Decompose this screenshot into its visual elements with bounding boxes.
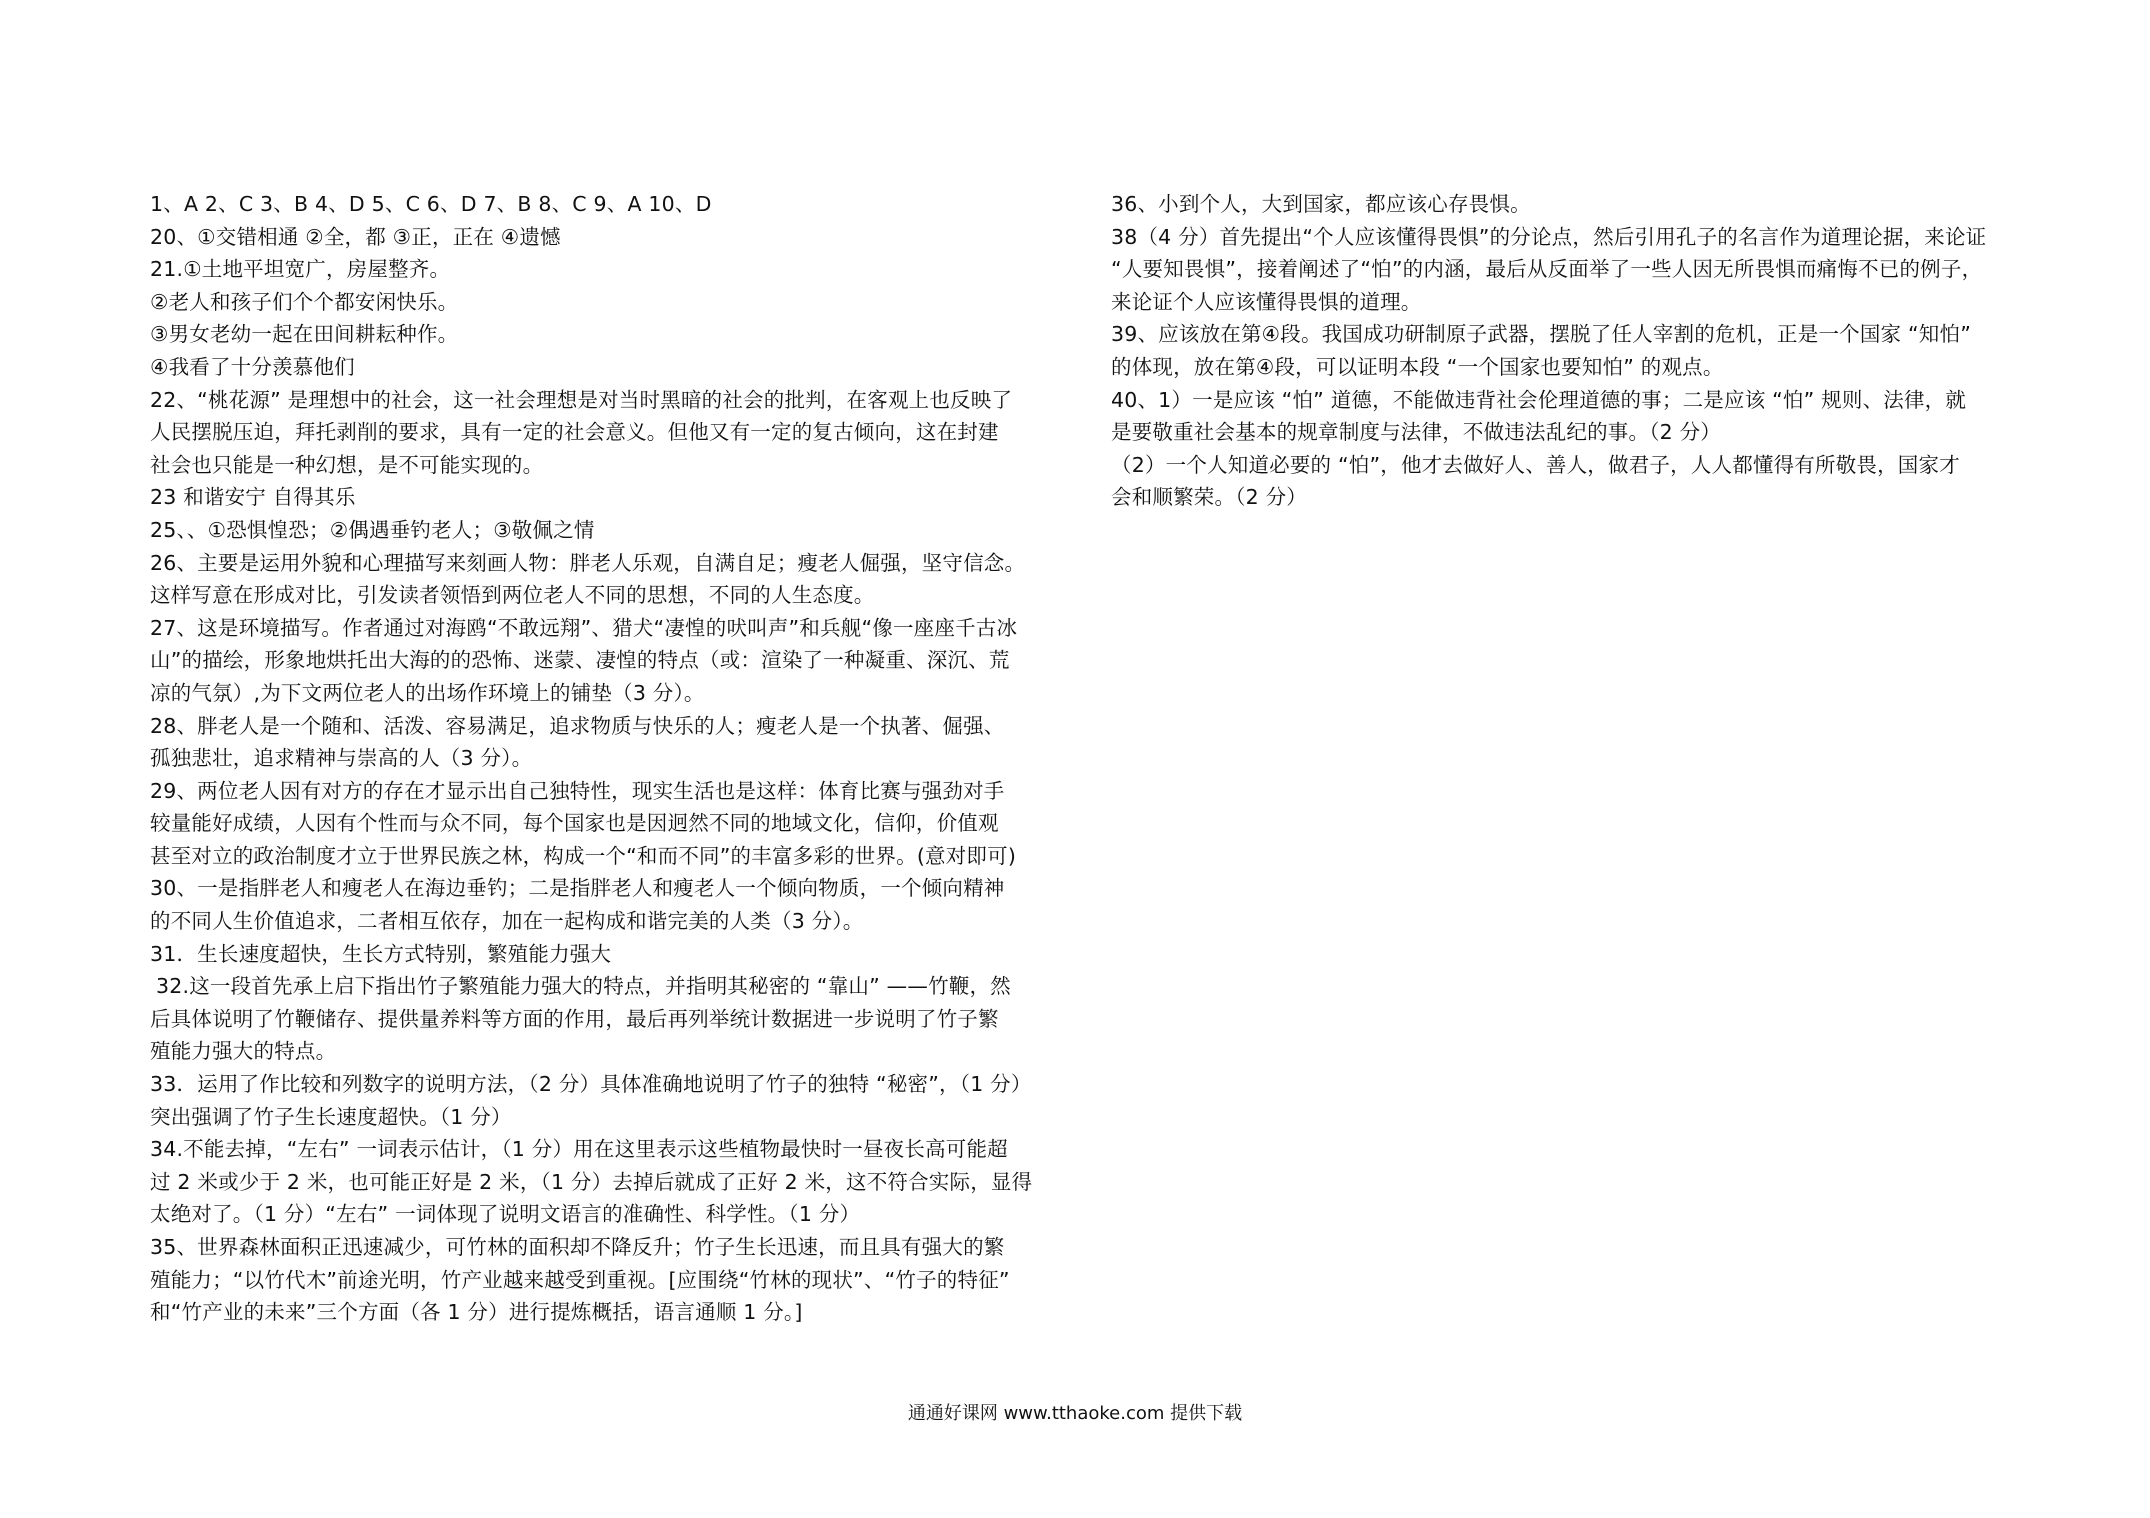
answer-line: 是要敬重社会基本的规章制度与法律，不做违法乱纪的事。（2 分） (1111, 420, 1722, 445)
page-footer: 通通好课网 www.tthaoke.com 提供下载 (907, 1403, 1243, 1424)
answer-line: 31．生长速度超快，生长方式特别，繁殖能力强大 (150, 941, 612, 966)
answer-line: 和“竹产业的未来”三个方面（各 1 分）进行提炼概括，语言通顺 1 分。] (150, 1300, 803, 1325)
answer-line: 30、一是指胖老人和瘦老人在海边垂钓；二是指胖老人和瘦老人一个倾向物质，一个倾向精神 (150, 876, 1005, 901)
answer-line: ③男女老幼一起在田间耕耘种作。 (150, 322, 459, 347)
answer-line: 人民摆脱压迫，拜托剥削的要求，具有一定的社会意义。但他又有一定的复古倾向，这在封建 (150, 420, 999, 445)
answer-line: 孤独悲壮，追求精神与崇高的人（3 分）。 (150, 746, 533, 771)
answer-line: 27、这是环境描写。作者通过对海鸥“不敢远翔”、猎犬“凄惶的吠叫声”和兵舰“像一座座千古冰 (150, 615, 1018, 640)
answer-line: 会和顺繁荣。（2 分） (1111, 485, 1308, 510)
answer-line: “人要知畏惧”，接着阐述了“怕”的内涵，最后从反面举了一些人因无所畏惧而痛悔不已的例子， (1111, 257, 1983, 282)
answer-line: 23 和谐安宁 自得其乐 (150, 485, 356, 510)
answer-line: 来论证个人应该懂得畏惧的道理。 (1111, 289, 1422, 314)
answer-line: 36、小到个人，大到国家，都应该心存畏惧。 (1111, 192, 1531, 216)
answer-line: 较量能好成绩，人因有个性而与众不同，每个国家也是因迥然不同的地域文化，信仰，价值观 (150, 811, 999, 836)
answer-line: ②老人和孩子们个个都安闲快乐。 (150, 289, 459, 314)
answer-line: 甚至对立的政治制度才立于世界民族之林，构成一个“和而不同”的丰富多彩的世界。(意对即可) (150, 843, 1017, 868)
answer-line: 突出强调了竹子生长速度超快。（1 分） (150, 1104, 512, 1129)
answer-line: 的不同人生价值追求，二者相互依存，加在一起构成和谐完美的人类（3 分）。 (150, 909, 864, 934)
answer-line: 山”的描绘，形象地烘托出大海的的恐怖、迷蒙、凄惶的特点（或：渲染了一种凝重、深沉、荒 (150, 648, 1010, 673)
answer-line: 的体现，放在第④段，可以证明本段 “一个国家也要知怕” 的观点。 (1111, 354, 1724, 379)
answer-line: 22、“桃花源” 是理想中的社会，这一社会理想是对当时黑暗的社会的批判，在客观上也反映了 (150, 387, 1013, 412)
answer-line: 32.这一段首先承上启下指出竹子繁殖能力强大的特点，并指明其秘密的 “靠山” ——竹鞭，然 (156, 974, 1011, 999)
answer-line: 26、主要是运用外貌和心理描写来刻画人物：胖老人乐观，自满自足；瘦老人倔强，坚守信念。 (150, 550, 1026, 575)
answer-line: （2）一个人知道必要的 “怕”，他才去做好人、善人，做君子，人人都懂得有所敬畏，国家才 (1111, 452, 1960, 477)
answer-line: 40、1）一是应该 “怕” 道德，不能做违背社会伦理道德的事；二是应该 “怕” 规则、法律，就 (1111, 387, 1967, 412)
answer-line: ④我看了十分羡慕他们 (150, 354, 355, 379)
right-answer-column (1111, 188, 2024, 514)
answer-line: 39、应该放在第④段。我国成功研制原子武器，摆脱了任人宰割的危机，正是一个国家 “知怕” (1111, 322, 1972, 347)
answer-line: 38（4 分）首先提出“个人应该懂得畏惧”的分论点，然后引用孔子的名言作为道理论据，来论证 (1111, 224, 1987, 249)
answer-line: 29、两位老人因有对方的存在才显示出自己独特性，现实生活也是这样：体育比赛与强劲对手 (150, 778, 1005, 803)
answer-line: 殖能力；“以竹代木”前途光明，竹产业越来越受到重视。[应围绕“竹林的现状”、“竹子的特征” (150, 1267, 1010, 1292)
answer-line: 凉的气氛）,为下文两位老人的出场作环境上的铺垫（3 分）。 (150, 680, 705, 705)
answer-line: 25、、①恐惧惶恐；②偶遇垂钓老人；③敬佩之情 (150, 517, 595, 542)
answer-line: 这样写意在形成对比，引发读者领悟到两位老人不同的思想，不同的人生态度。 (150, 583, 875, 608)
answer-line: 殖能力强大的特点。 (150, 1039, 337, 1064)
answer-line: 1、A 2、C 3、B 4、D 5、C 6、D 7、B 8、C 9、A 10、D (150, 192, 712, 216)
answer-line: 28、胖老人是一个随和、活泼、容易满足，追求物质与快乐的人；瘦老人是一个执著、倔强、 (150, 713, 1005, 738)
answer-line: 社会也只能是一种幻想，是不可能实现的。 (150, 452, 544, 477)
answer-line: 21.①土地平坦宽广，房屋整齐。 (150, 257, 451, 282)
answer-line: 33．运用了作比较和列数字的说明方法，（2 分）具体准确地说明了竹子的独特 “秘密”，（1 分） (150, 1072, 1032, 1097)
answer-line: 后具体说明了竹鞭储存、提供量养料等方面的作用，最后再列举统计数据进一步说明了竹子繁 (150, 1006, 999, 1031)
answer-line: 20、①交错相通 ②全，都 ③正，正在 ④遗憾 (150, 224, 561, 249)
answer-line: 35、世界森林面积正迅速减少，可竹林的面积却不降反升；竹子生长迅速，而且具有强大的繁 (150, 1235, 1005, 1259)
answer-line: 34.不能去掉，“左右” 一词表示估计，（1 分）用在这里表示这些植物最快时一昼夜长高可能超 (150, 1137, 1008, 1162)
answer-line: 过 2 米或少于 2 米，也可能正好是 2 米，（1 分）去掉后就成了正好 2 米，这不符合实际，显得 (150, 1169, 1033, 1194)
answer-line: 太绝对了。（1 分）“左右” 一词体现了说明文语言的准确性、科学性。（1 分） (150, 1202, 861, 1227)
left-answer-column (150, 188, 1070, 1329)
